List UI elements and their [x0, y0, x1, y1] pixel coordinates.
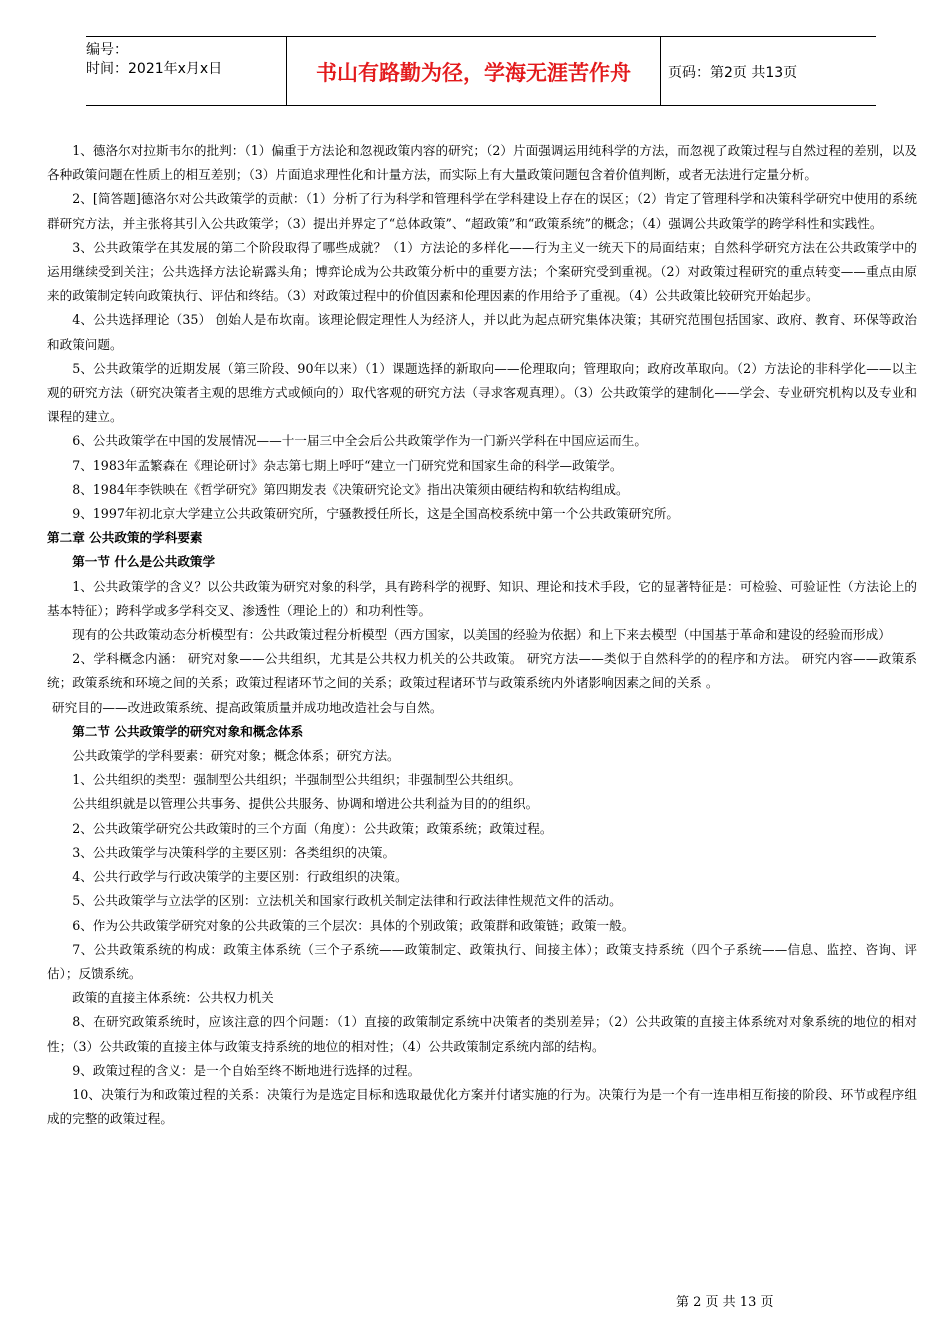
- paragraph: 10、决策行为和政策过程的关系：决策行为是选定目标和选取最优化方案并付诸实施的行为。决策行为是一个有一连串相互衔接的阶段、环节或程序组成的完整的政策过程。: [47, 1086, 917, 1127]
- document-body: [47, 139, 917, 1131]
- paragraph: 8、在研究政策系统时，应该注意的四个问题：（1）直接的政策制定系统中决策者的类别差异；（2）公共政策的直接主体系统对对象系统的地位的相对性；（3）公共政策的直接主体与政策支持系统的地位的相对性；（4）公共政策制定系统内部的结构。: [47, 1014, 917, 1054]
- paragraph: 5、公共政策学与立法学的区别：立法机关和国家行政机关制定法律和行政法律性规范文件的活动。: [72, 893, 622, 909]
- header-page-label: 页码：第2页 共13页: [668, 65, 798, 81]
- page-footer: 第 2 页 共 13 页: [676, 1295, 774, 1310]
- paragraph: 1、德洛尔对拉斯韦尔的批判：（1）偏重于方法论和忽视政策内容的研究；（2）片面强调运用纯科学的方法，而忽视了政策过程与自然过程的差别，以及各种政策问题在性质上的相互差别；（3）片面追求理性化和计量方法，而实际上有大量政策问题包含着价值判断，或者无法进行定量分析。: [47, 143, 917, 183]
- section-heading: 第二节 公共政策学的研究对象和概念体系: [72, 723, 304, 739]
- paragraph: 公共政策学的学科要素：研究对象；概念体系；研究方法。: [72, 748, 400, 764]
- paragraph: 7、公共政策系统的构成：政策主体系统（三个子系统——政策制定、政策执行、间接主体）；政策支持系统（四个子系统——信息、监控、咨询、评估）；反馈系统。: [47, 941, 917, 981]
- paragraph: 1、公共组织的类型：强制型公共组织；半强制型公共组织；非强制型公共组织。: [72, 772, 521, 788]
- header-motto: 书山有路勤为径，学海无涯苦作舟: [287, 37, 661, 105]
- paragraph: 6、公共政策学在中国的发展情况——十一届三中全会后公共政策学作为一门新兴学科在中国应运而生。: [72, 433, 647, 449]
- paragraph: 政策的直接主体系统：公共权力机关: [72, 990, 274, 1006]
- serial-label: 编号：: [86, 42, 128, 58]
- header-meta: [86, 37, 287, 105]
- paragraph: 6、作为公共政策学研究对象的公共政策的三个层次：具体的个别政策；政策群和政策链；政策一般。: [72, 917, 635, 933]
- paragraph: 8、1984年李铁映在《哲学研究》第四期发表《决策研究论文》指出决策须由硬结构和软结构组成。: [72, 481, 629, 497]
- paragraph: 5、公共政策学的近期发展（第三阶段、90年以来）（1）课题选择的新取向——伦理取向；管理取向；政府改革取向。（2）方法论的非科学化——以主观的研究方法（研究决策者主观的思维方式或倾向的）取代客观的研究方法（寻求客观真理）。（3）公共政策学的建制化——学会、专业研究机构以及专业和课程的建立。: [47, 360, 917, 425]
- paragraph: 7、1983年孟繁森在《理论研讨》杂志第七期上呼吁“建立一门研究党和国家生命的科学—政策学。: [72, 457, 623, 473]
- page-header: [86, 36, 876, 106]
- time-label: 时间：2021年x月x日: [86, 61, 223, 77]
- paragraph: 研究目的——改进政策系统、提高政策质量并成功地改造社会与自然。: [52, 699, 443, 715]
- paragraph: 3、公共政策学在其发展的第二个阶段取得了哪些成就？（1）方法论的多样化——行为主义一统天下的局面结束；自然科学研究方法在公共政策学中的运用继续受到关注；公共选择方法论崭露头角；博弈论成为公共政策分析中的重要方法；个案研究受到重视。（2）对政策过程研究的重点转变——重点由原来的政策制定转向政策执行、评估和终结。（3）对政策过程中的价值因素和伦理因素的作用给予了重视。（4）公共政策比较研究开始起步。: [47, 239, 917, 304]
- paragraph: 4、公共选择理论（35） 创始人是布坎南。该理论假定理性人为经济人，并以此为起点研究集体决策；其研究范围包括国家、政府、教育、环保等政治和政策问题。: [47, 312, 917, 352]
- paragraph: 9、1997年初北京大学建立公共政策研究所，宁骚教授任所长，这是全国高校系统中第一个公共政策研究所。: [72, 506, 679, 522]
- paragraph: 2、[简答题]德洛尔对公共政策学的贡献：（1）分析了行为科学和管理科学在学科建设上存在的误区；（2）肯定了管理科学和决策科学研究中使用的系统群研究方法，并主张将其引入公共政策学；（3）提出并界定了“总体政策”、“超政策”和“政策系统”的概念；（4）强调公共政策学的跨学科性和实践性。: [47, 191, 917, 231]
- section-heading: 第一节 什么是公共政策学: [72, 554, 216, 570]
- paragraph: 现有的公共政策动态分析模型有：公共政策过程分析模型（西方国家，以美国的经验为依据）和上下来去模型（中国基于革命和建设的经验而形成）: [72, 627, 891, 643]
- paragraph: 1、公共政策学的含义？以公共政策为研究对象的科学，具有跨科学的视野、知识、理论和技术手段，它的显著特征是：可检验、可验证性（方法论上的基本特征）；跨科学或多学科交叉、渗透性（理论上的）和功利性等。: [47, 578, 917, 618]
- chapter-heading: 第二章 公共政策的学科要素: [47, 530, 203, 546]
- paragraph: 3、公共政策学与决策科学的主要区别：各类组织的决策。: [72, 844, 396, 860]
- paragraph: 2、学科概念内涵： 研究对象——公共组织，尤其是公共权力机关的公共政策。 研究方法——类似于自然科学的的程序和方法。 研究内容——政策系统；政策系统和环境之间的关系；政策过程诸环节之间的关系；政策过程诸环节与政策系统内外诸影响因素之间的关系 。: [47, 651, 917, 691]
- paragraph: 2、公共政策学研究公共政策时的三个方面（角度）：公共政策；政策系统；政策过程。: [72, 820, 553, 836]
- paragraph: 9、政策过程的含义：是一个自始至终不断地进行选择的过程。: [72, 1062, 421, 1078]
- paragraph: 公共组织就是以管理公共事务、提供公共服务、协调和增进公共利益为目的的组织。: [72, 796, 539, 812]
- paragraph: 4、公共行政学与行政决策学的主要区别：行政组织的决策。: [72, 869, 408, 885]
